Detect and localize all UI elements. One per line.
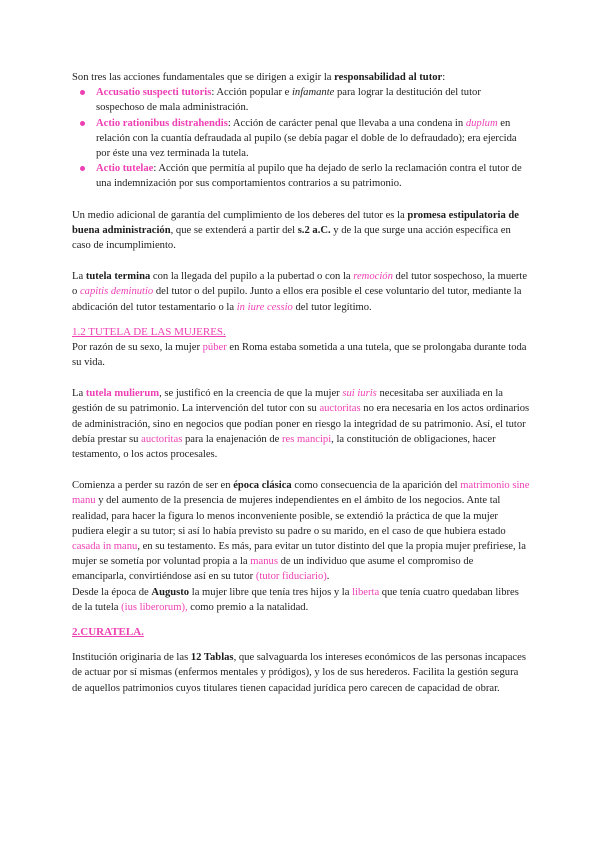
text-run: La [72,271,86,283]
latin-term: remoción [353,271,393,283]
italic-term: infamante [291,87,335,99]
highlight-term: matrimonio sine manu [72,480,530,507]
latin-term: capitis deminutio [79,286,154,298]
highlight-term: auctoritas [319,403,361,415]
text-run: Son tres las acciones fundamentales que se dirigen a exigir la [72,72,335,83]
text-run: Un medio adicional de garantía del cumplimiento de los deberes del tutor es la [72,209,408,221]
bold-term: Augusto [151,586,190,598]
text-run: , que salvaguarda los intereses económicos de las personas incapaces de actuar por sí mismas (enfermos mentales y pródigos), y los de sus herederos. Facilita la gestión segura de aquellos patrimonios cuyos titulares tienen capacidad jurídica pero carecen de capacidad de obrar. [72,652,526,694]
text-run: en relación con la cuantía defraudada al pupilo (se debía pagar el doble de lo defraudado); era ejercida por éste una vez terminada la tutela. [96,117,517,160]
spacer [72,462,530,478]
text-run: . [326,571,330,583]
text-run: del tutor o del pupilo. Junto a ellos era posible el cese voluntario del tutor, mediante la abdicación del tutor testamentario o la [72,286,522,313]
highlight-term: púber [202,341,227,353]
text-run: La [72,388,86,400]
text-run: : Acción de carácter penal que llevaba a una condena in [227,117,466,129]
bold-term: época clásica [233,480,292,492]
latin-term: duplum [465,117,498,129]
text-run: con la llegada del pupilo a la pubertad o con la [150,271,354,283]
text-run: del tutor legítimo. [292,301,372,313]
text-run: y de la que surge una acción específica en caso de incumplimiento. [72,224,511,252]
bold-term: responsabilidad al tutor [334,72,443,83]
action-name: Actio rationibus distrahendis [96,117,228,129]
text-run: : [442,72,446,83]
list-item [96,85,530,115]
tutela-mulierum-paragraph [72,386,530,462]
text-run: para lograr la destitución del tutor sospechoso de mala administración. [96,87,481,114]
text-run: Desde la época de [72,586,152,598]
text-run: , se justificó en la creencia de que la mujer [159,388,343,400]
bold-term: 12 Tablas [190,652,234,664]
text-run: en Roma estaba sometida a una tutela, que se prolongaba durante toda su vida. [72,341,527,369]
list-item [96,161,530,191]
guarantee-paragraph [72,208,530,254]
actions-list [72,85,530,191]
text-run: , la constitución de obligaciones, hacer testamento, o los actos procesales. [72,433,496,461]
bold-term: tutela termina [85,271,151,283]
intro-paragraph [72,70,530,85]
spacer [72,315,530,325]
spacer [72,615,530,625]
text-run: : Acción popular e [211,87,292,99]
action-name: Actio tutelae [96,163,154,175]
text-run: para la enajenación de [182,433,283,445]
text-run: Comienza a perder su razón de ser en [72,480,234,492]
spacer [72,370,530,386]
bullet-icon [80,121,85,126]
women-tutela-paragraph [72,340,530,370]
highlight-term: liberta [352,586,380,598]
list-item [96,116,530,162]
text-run: y del aumento de la presencia de mujeres independientes en el ámbito de los negocios. Ante tal realidad, para hacer la figura lo menos inconveniente posible, se extendió la práctica de que la mujer pudiera elegir a su tutor; si así lo había previsto su padre o su marido, en el caso de que hubiera estado [72,495,506,537]
text-run: , que se extenderá a partir del [170,224,298,236]
section-heading-curatela: 2.CURATELA. [72,626,144,639]
spacer [72,192,530,208]
text-run: que tenía cuatro quedaban libres de la tutela [72,586,519,613]
highlight-term: auctoritas [141,433,183,445]
classical-era-paragraph [72,478,530,584]
highlight-term: manus [250,556,278,568]
bullet-icon [80,90,85,95]
text-run: : Acción que permitía al pupilo que ha dejado de serlo la reclamación contra el tutor de una indemnización por sus comportamientos contrarios a su patrimonio. [96,163,522,190]
highlight-term: (ius liberorum), [121,601,188,613]
text-run: no era necesaria en los actos ordinarios de administración, sino en negocios que podían poner en riesgo la integridad de su patrimonio. Así, el tutor debía prestar su [72,403,530,445]
document-page [72,70,530,696]
spacer [72,253,530,269]
bullet-icon [80,166,85,171]
augustus-paragraph [72,585,530,615]
highlight-term: casada in manu [72,541,138,553]
text-run: la mujer libre que tenía tres hijos y la [189,586,353,598]
section-heading-tutela-mujeres: 1.2 TUTELA DE LAS MUJERES. [72,325,226,338]
end-of-tutela-paragraph [72,269,530,315]
highlight-term: res mancipi [282,433,332,445]
bold-term: tutela mulierum [85,388,160,400]
text-run: Por razón de su sexo, la mujer [72,341,203,353]
latin-term: in iure cessio [236,301,293,313]
curatela-paragraph [72,650,530,696]
text-run: de un individuo que asume el compromiso de emanciparla, convirtiéndose así en su tutor [72,556,474,583]
spacer [72,640,530,650]
text-run: Institución originaria de las [72,652,191,664]
action-name: Accusatio suspecti tutoris [96,87,212,99]
text-run: necesitaba ser auxiliada en la gestión de su patrimonio. La intervención del tutor con su [72,388,503,415]
bold-term: s.2 a.C. [297,224,331,236]
text-run: del tutor sospechoso, la muerte o [72,271,528,298]
bold-term: promesa estipulatoria de buena administración [72,209,519,236]
highlight-term: (tutor fiduciario) [255,571,327,583]
text-run: como premio a la natalidad. [187,601,309,613]
text-run: , en su testamento. Es más, para evitar un tutor distinto del que la propia mujer prefiriese, la mujer se sometía por voluntad propia a la [72,541,526,568]
latin-term: sui iuris [342,388,377,400]
text-run: como consecuencia de la aparición del [291,480,461,492]
